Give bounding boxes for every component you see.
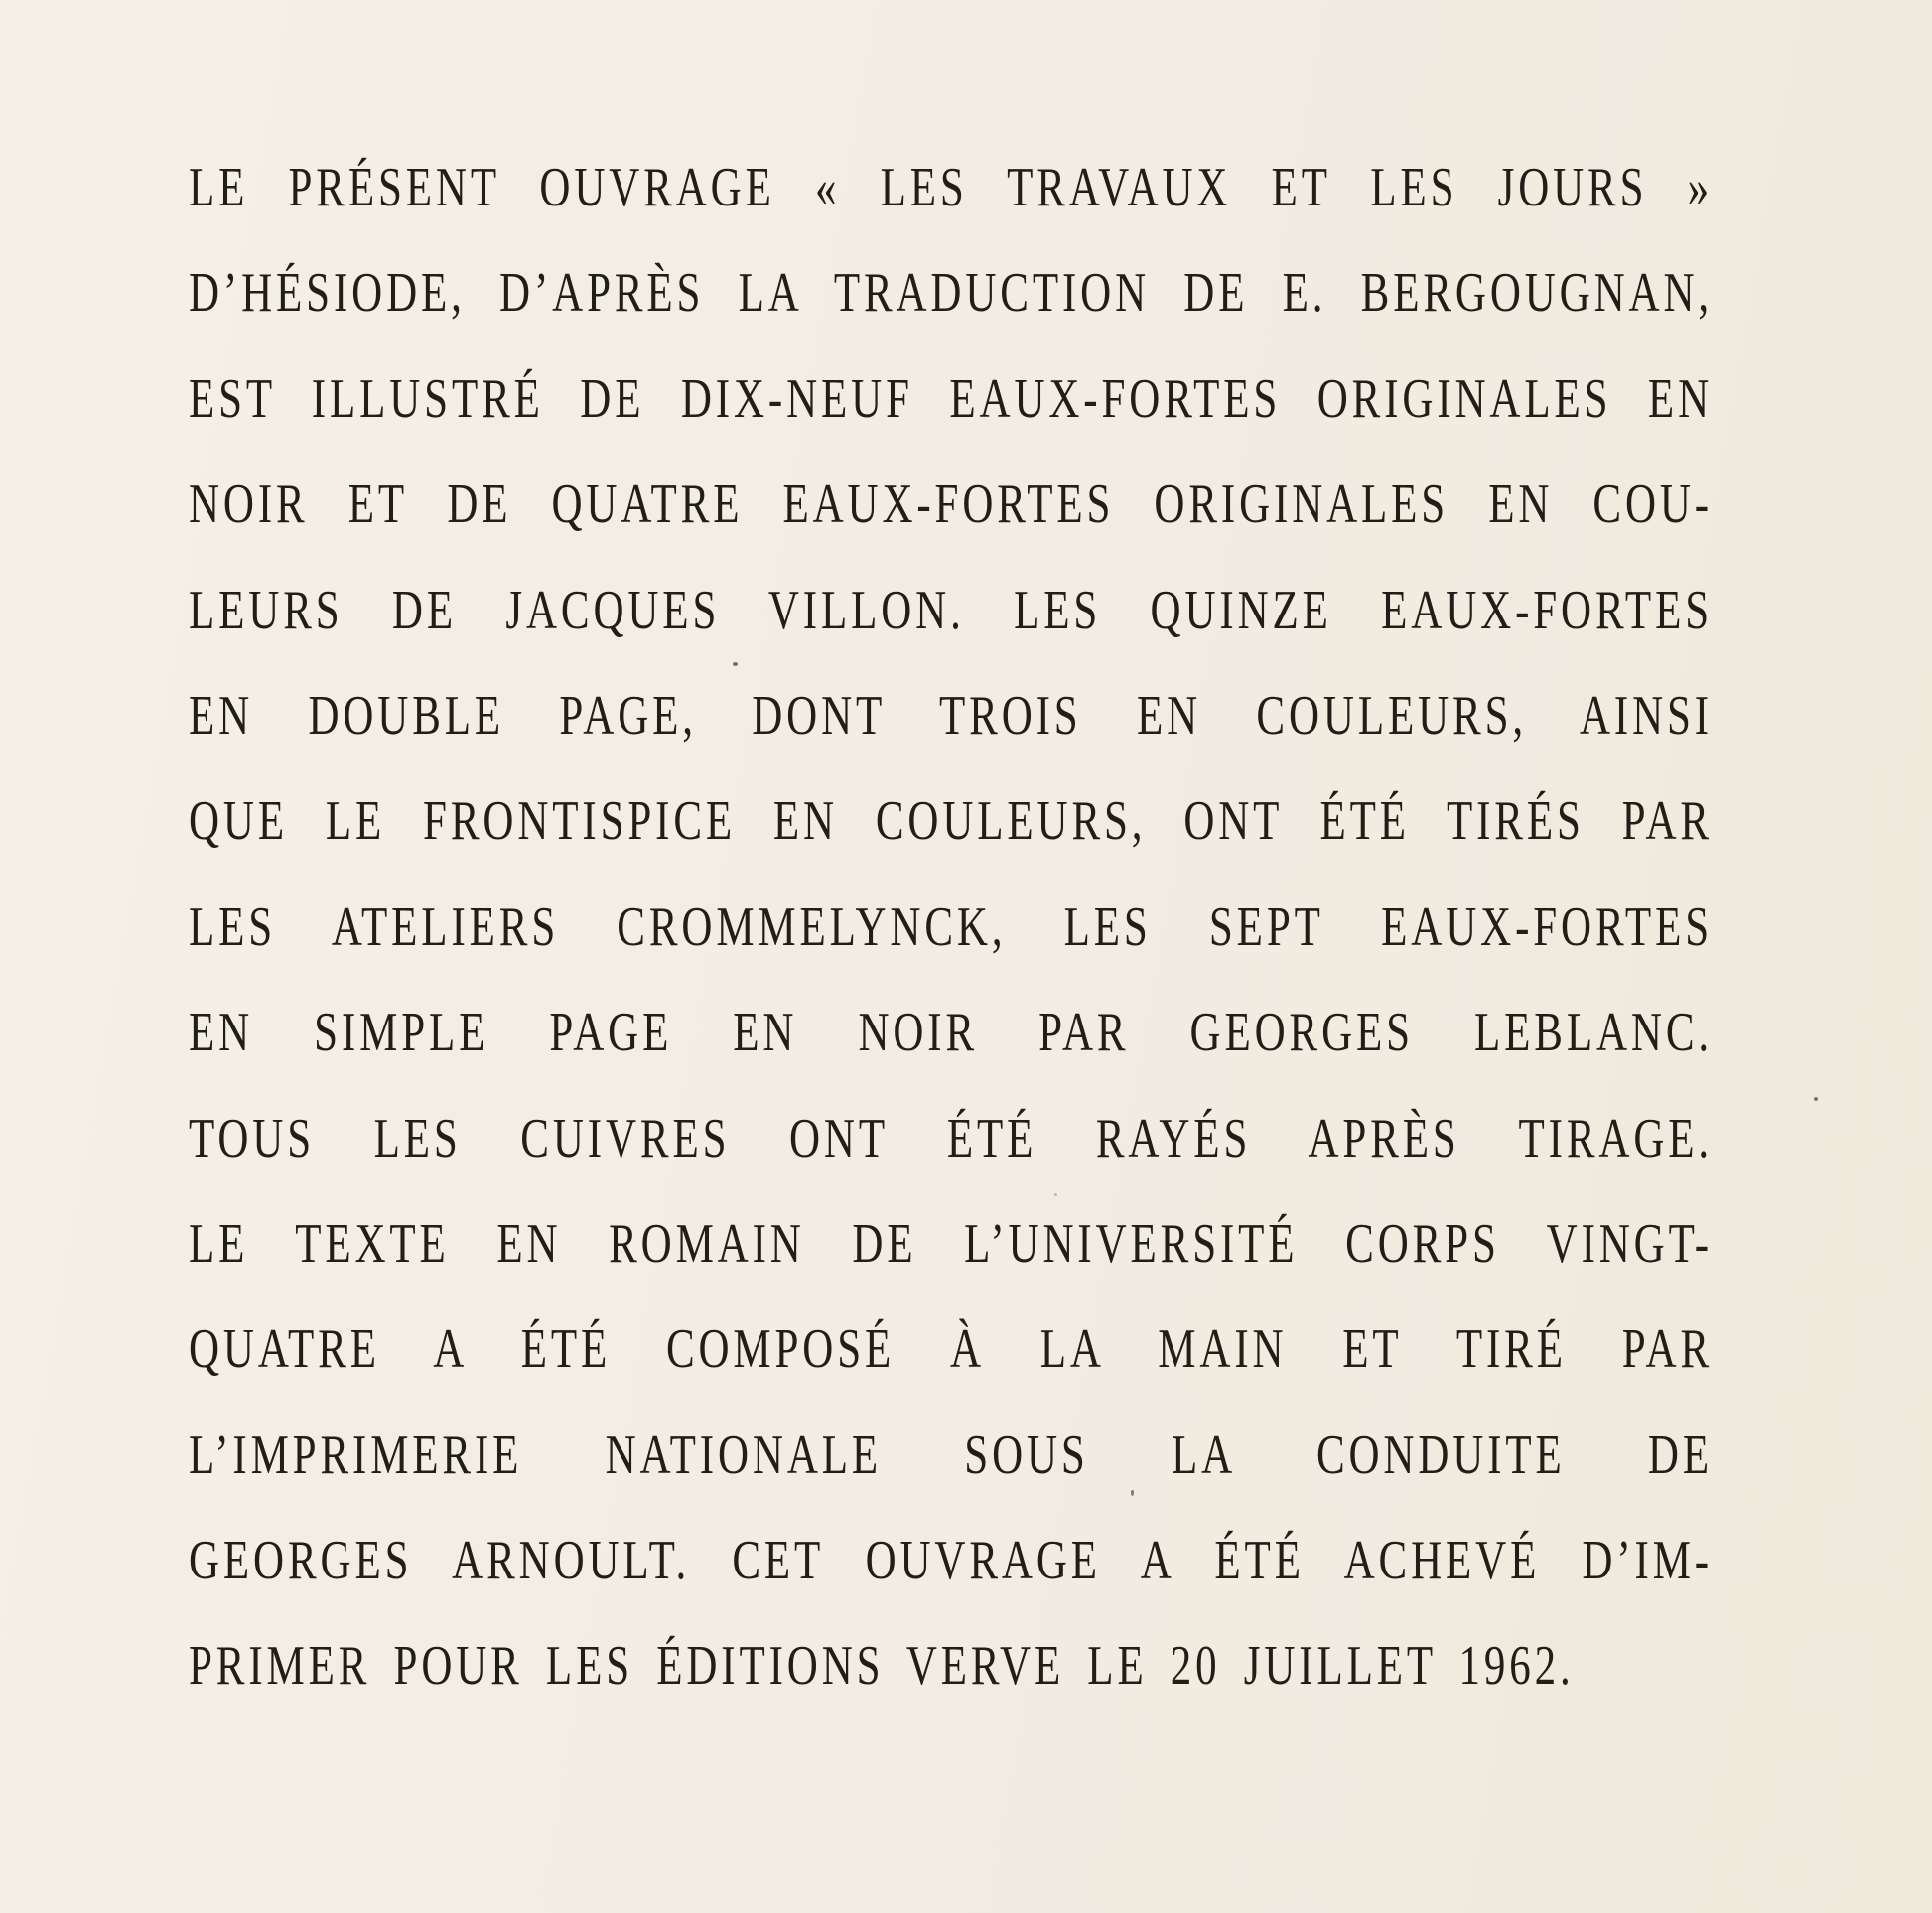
ink-speck (733, 662, 738, 666)
ink-speck (1814, 1097, 1818, 1101)
colophon-line: GEORGES ARNOULT. CET OUVRAGE A ÉTÉ ACHEVÉ D’IM- (189, 1530, 1713, 1591)
colophon-text-block (189, 136, 1713, 1720)
colophon-line: LES ATELIERS CROMMELYNCK, LES SEPT EAUX-FORTES (189, 896, 1713, 958)
colophon-line: LE TEXTE EN ROMAIN DE L’UNIVERSITÉ CORPS VINGT- (189, 1213, 1713, 1275)
colophon-line: PRIMER POUR LES ÉDITIONS VERVE LE 20 JUILLET 1962. (189, 1636, 1575, 1698)
colophon-line: EST ILLUSTRÉ DE DIX-NEUF EAUX-FORTES ORIGINALES EN (189, 368, 1713, 430)
ink-speck (1131, 1490, 1134, 1496)
ink-speck (1054, 1193, 1057, 1196)
colophon-line: QUE LE FRONTISPICE EN COULEURS, ONT ÉTÉ TIRÉS PAR (189, 791, 1713, 853)
colophon-line: QUATRE A ÉTÉ COMPOSÉ À LA MAIN ET TIRÉ PAR (189, 1319, 1713, 1381)
colophon-line: NOIR ET DE QUATRE EAUX-FORTES ORIGINALES EN COU- (189, 474, 1713, 536)
colophon-line: LE PRÉSENT OUVRAGE « LES TRAVAUX ET LES JOURS » (189, 157, 1713, 218)
colophon-line: LEURS DE JACQUES VILLON. LES QUINZE EAUX-FORTES (189, 580, 1713, 641)
colophon-line: EN DOUBLE PAGE, DONT TROIS EN COULEURS, AINSI (189, 685, 1713, 747)
colophon-line: L’IMPRIMERIE NATIONALE SOUS LA CONDUITE DE (189, 1425, 1713, 1486)
colophon-line: D’HÉSIODE, D’APRÈS LA TRADUCTION DE E. BERGOUGNAN, (189, 263, 1713, 325)
colophon-line: TOUS LES CUIVRES ONT ÉTÉ RAYÉS APRÈS TIRAGE. (189, 1108, 1713, 1169)
colophon-line: EN SIMPLE PAGE EN NOIR PAR GEORGES LEBLANC. (189, 1002, 1713, 1063)
